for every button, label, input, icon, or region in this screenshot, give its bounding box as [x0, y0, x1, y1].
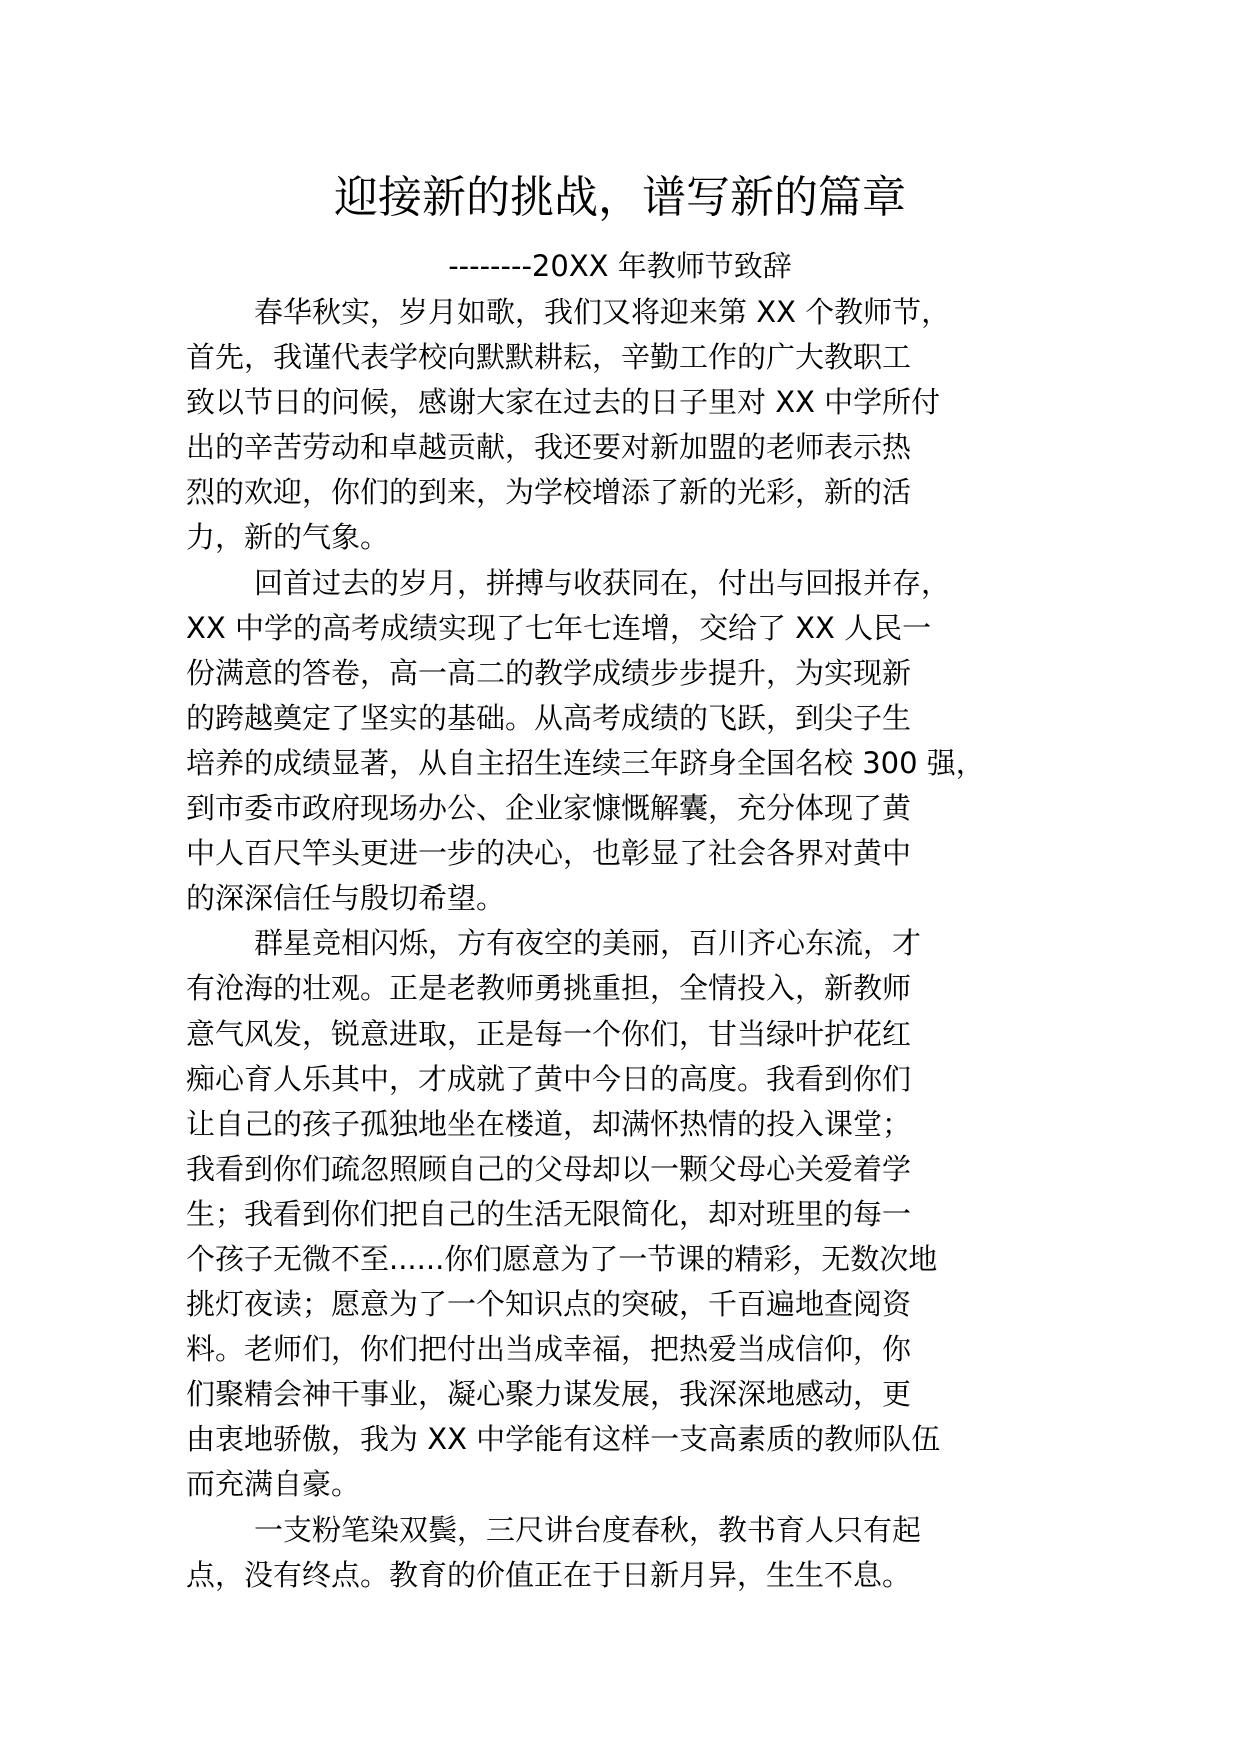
- document-title: 迎接新的挑战，谱写新的篇章: [334, 172, 906, 223]
- paragraph: [186, 1508, 1086, 1598]
- text-line: 我看到你们疏忽照顾自己的父母却以一颗父母心关爱着学: [186, 1151, 912, 1186]
- text-line: 份满意的答卷，高一高二的教学成绩步步提升，为实现新: [186, 655, 912, 690]
- document-subtitle: --------20XX 年教师节致辞: [448, 249, 792, 283]
- text-line: 出的辛苦劳动和卓越贡献，我还要对新加盟的老师表示热: [186, 430, 912, 465]
- text-line: XX 中学的高考成绩实现了七年七连增，交给了 XX 人民一: [186, 610, 932, 645]
- text-line: 料。老师们，你们把付出当成幸福，把热爱当成信仰，你: [186, 1332, 912, 1367]
- text-line: 痴心育人乐其中，才成就了黄中今日的高度。我看到你们: [186, 1061, 912, 1096]
- text-line: 烈的欢迎，你们的到来，为学校增添了新的光彩，新的活: [186, 475, 912, 510]
- text-line: 个孩子无微不至......你们愿意为了一节课的精彩，无数次地: [186, 1241, 938, 1276]
- text-line: 群星竞相闪烁，方有夜空的美丽，百川齐心东流，才: [254, 926, 922, 961]
- text-line: 有沧海的壮观。正是老教师勇挑重担，全情投入，新教师: [186, 971, 912, 1006]
- text-line: 力，新的气象。: [186, 520, 390, 555]
- text-line: 让自己的孩子孤独地坐在楼道，却满怀热情的投入课堂；: [186, 1106, 912, 1141]
- text-line: 的跨越奠定了坚实的基础。从高考成绩的飞跃，到尖子生: [186, 700, 912, 735]
- text-line: 到市委市政府现场办公、企业家慷慨解囊，充分体现了黄: [186, 791, 912, 826]
- text-line: 中人百尺竿头更进一步的决心，也彰显了社会各界对黄中: [186, 836, 912, 871]
- text-line: 意气风发，锐意进取，正是每一个你们，甘当绿叶护花红: [186, 1016, 912, 1051]
- text-line: 春华秋实，岁月如歌，我们又将迎来第 XX 个教师节，: [254, 295, 951, 329]
- text-line: 的深深信任与殷切希望。: [186, 881, 506, 916]
- paragraph: [186, 290, 1086, 561]
- text-line: 而充满自豪。: [186, 1467, 361, 1502]
- text-line: 挑灯夜读；愿意为了一个知识点的突破，千百遍地查阅资: [186, 1287, 912, 1322]
- document-body: [186, 290, 1086, 1598]
- text-line: 一支粉笔染双鬓，三尺讲台度春秋，教书育人只有起: [254, 1512, 922, 1547]
- text-line: 生；我看到你们把自己的生活无限简化，却对班里的每一: [186, 1196, 912, 1231]
- text-line: 回首过去的岁月，拼搏与收获同在，付出与回报并存，: [254, 565, 951, 600]
- paragraph: [186, 561, 1086, 922]
- text-line: 由衷地骄傲，我为 XX 中学能有这样一支高素质的教师队伍: [186, 1422, 941, 1457]
- text-line: 培养的成绩显著，从自主招生连续三年跻身全国名校 300 强，: [186, 745, 985, 780]
- text-line: 们聚精会神干事业，凝心聚力谋发展，我深深地感动，更: [186, 1377, 912, 1412]
- paragraph: [186, 921, 1086, 1507]
- text-line: 点，没有终点。教育的价值正在于日新月异，生生不息。: [186, 1557, 912, 1592]
- text-line: 致以节日的问候，感谢大家在过去的日子里对 XX 中学所付: [186, 385, 941, 420]
- text-line: 首先，我谨代表学校向默默耕耘，辛勤工作的广大教职工: [186, 340, 912, 375]
